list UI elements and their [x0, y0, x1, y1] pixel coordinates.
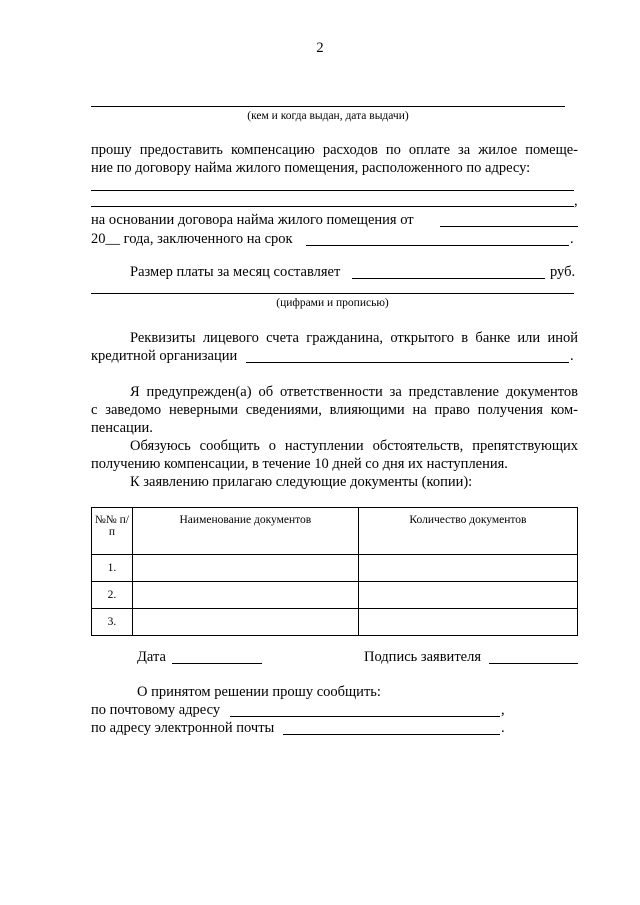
- email-field[interactable]: [283, 734, 500, 735]
- signature-field[interactable]: [489, 663, 578, 664]
- contract-term-label: 20__ года, заключенного на срок: [91, 231, 293, 247]
- email-period: .: [501, 720, 505, 736]
- contract-term-field[interactable]: [306, 245, 569, 246]
- attachments-intro: К заявлению прилагаю следующие документы (копии):: [130, 474, 473, 490]
- table-header-row: [92, 508, 578, 555]
- bank-line-2-label: кредитной организации: [91, 348, 238, 364]
- warning-line-3: пенсации.: [91, 420, 153, 436]
- contract-term-period: .: [570, 231, 574, 247]
- page-number: 2: [316, 40, 324, 56]
- address-line-2[interactable]: [91, 206, 574, 207]
- postal-address-label: по почтовому адресу: [91, 702, 221, 718]
- address-line-1[interactable]: [91, 190, 574, 191]
- address-comma: ,: [574, 193, 578, 209]
- email-label: по адресу электронной почты: [91, 720, 275, 736]
- row-document-count[interactable]: [358, 609, 577, 636]
- postal-address-comma: ,: [501, 702, 505, 718]
- payment-unit: руб.: [550, 264, 576, 280]
- obligation-line-2: получению компенсации, в течение 10 дней со дня их наступления.: [91, 456, 508, 472]
- header-document-name: Наименование документов: [132, 508, 358, 555]
- contract-date-field[interactable]: [440, 226, 578, 227]
- documents-table: [91, 507, 578, 636]
- row-document-name[interactable]: [132, 609, 358, 636]
- date-field[interactable]: [172, 663, 262, 664]
- row-document-name[interactable]: [132, 582, 358, 609]
- bank-line-1: Реквизиты лицевого счета гражданина, открытого в банке или иной: [130, 330, 578, 346]
- payment-caption: (цифрами и прописью): [276, 297, 389, 309]
- date-label: Дата: [137, 649, 166, 665]
- row-document-count[interactable]: [358, 555, 577, 582]
- obligation-line-1: Обязуюсь сообщить о наступлении обстоятельств, препятствующих: [130, 438, 578, 454]
- header-number: №№ п/п: [92, 508, 133, 555]
- request-line-2: ние по договору найма жилого помещения, расположенного по адресу:: [91, 160, 531, 176]
- table-row: [92, 609, 578, 636]
- notify-intro: О принятом решении прошу сообщить:: [137, 684, 381, 700]
- payment-amount-field[interactable]: [352, 278, 545, 279]
- row-number: 2.: [92, 582, 133, 609]
- row-number: 3.: [92, 609, 133, 636]
- warning-line-1: Я предупрежден(а) об ответственности за представление документов: [130, 384, 578, 400]
- bank-account-field[interactable]: [246, 362, 569, 363]
- signature-label: Подпись заявителя: [364, 649, 481, 665]
- row-number: 1.: [92, 555, 133, 582]
- table-row: [92, 555, 578, 582]
- warning-line-2: с заведомо неверными сведениями, влияющими на право получения ком-: [91, 402, 578, 418]
- postal-address-field[interactable]: [230, 716, 500, 717]
- request-line-1: прошу предоставить компенсацию расходов по оплате за жилое помеще-: [91, 142, 578, 158]
- payment-words-line[interactable]: [91, 293, 574, 294]
- bank-period: .: [570, 348, 574, 364]
- contract-date-label: на основании договора найма жилого помещения от: [91, 212, 414, 228]
- payment-label: Размер платы за месяц составляет: [130, 264, 341, 280]
- issued-by-caption: (кем и когда выдан, дата выдачи): [247, 110, 409, 122]
- issued-by-line[interactable]: [91, 106, 565, 107]
- row-document-count[interactable]: [358, 582, 577, 609]
- header-document-count: Количество документов: [358, 508, 577, 555]
- row-document-name[interactable]: [132, 555, 358, 582]
- table-row: [92, 582, 578, 609]
